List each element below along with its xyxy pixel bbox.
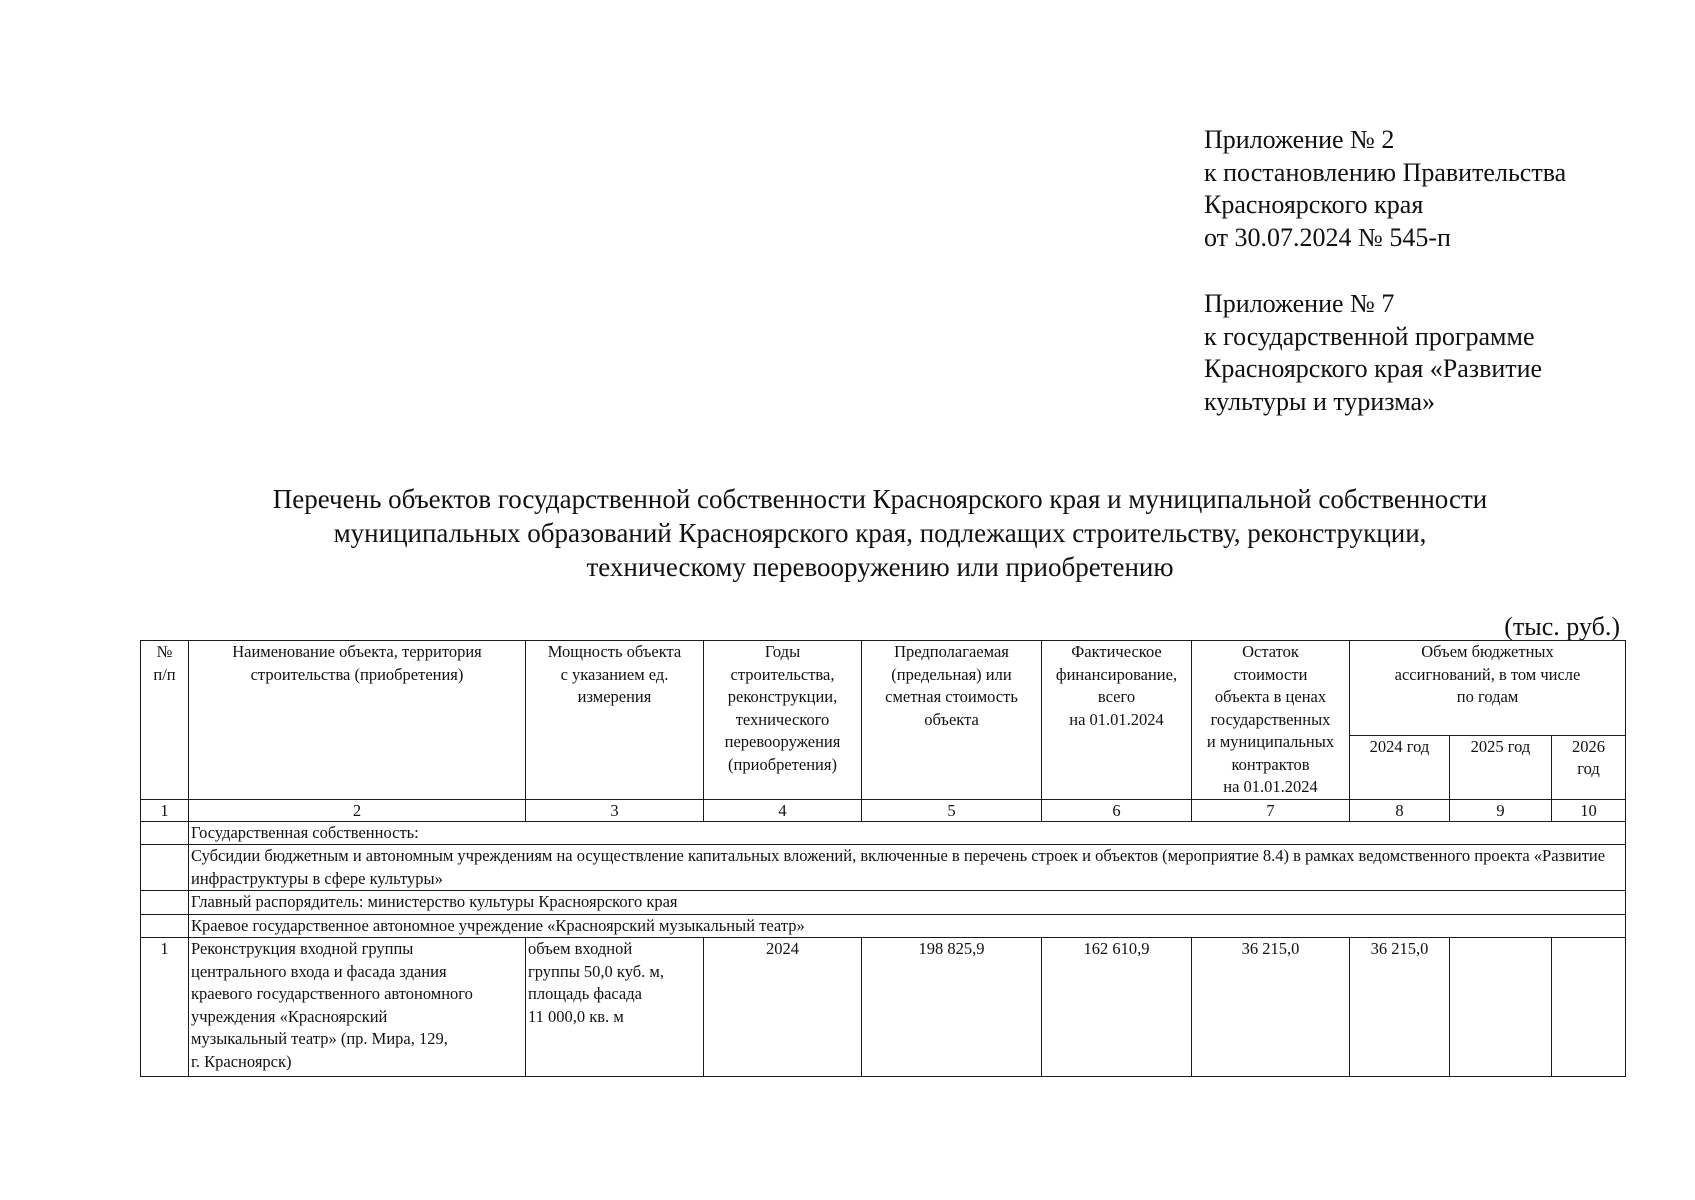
appendix-2-line: Красноярского края (1204, 190, 1424, 219)
column-number: 8 (1350, 799, 1450, 821)
header-text: Наименование объекта, территория (232, 642, 482, 661)
objects-table (140, 640, 1626, 1077)
header-text: стоимости (1233, 664, 1308, 684)
column-number: 6 (1042, 799, 1192, 821)
cell-line: центрального входа и фасада здания (191, 961, 447, 981)
section-row (141, 845, 1626, 891)
appendix-7-header (1204, 288, 1542, 418)
header-text: и муниципальных (1206, 732, 1335, 751)
cell-line: г. Красноярск) (191, 1051, 292, 1071)
column-number: 5 (862, 799, 1042, 821)
header-text: ассигнований, в том числе (1394, 664, 1581, 684)
appendix-7-line: Красноярского края «Развитие (1204, 354, 1543, 383)
header-text: перевооружения (724, 732, 841, 751)
empty-cell (141, 821, 189, 845)
header-text: на 01.01.2024 (1223, 777, 1318, 796)
header-2025: 2025 год (1450, 735, 1552, 799)
header-text: Мощность объекта (547, 642, 682, 661)
section-subsidies: Субсидии бюджетным и автономным учреждениям на осуществление капитальных вложений, включенные в перечень строек и объектов (мероприятие 8.4) в рамках ведомственного проекта «Развитие инфраструктуры в сфере культуры» (189, 845, 1626, 891)
header-text: с указанием ед. (560, 664, 669, 684)
header-capacity (526, 641, 704, 800)
cell-line: музыкальный театр» (пр. Мира, 129, (191, 1029, 448, 1048)
row-actual-financing: 162 610,9 (1042, 938, 1192, 1077)
empty-cell (141, 891, 189, 915)
header-text: объекта в ценах (1214, 687, 1327, 706)
document-title (140, 482, 1620, 584)
header-budget-group (1350, 641, 1626, 736)
header-text: строительства (приобретения) (250, 664, 464, 684)
column-number: 9 (1450, 799, 1552, 821)
header-text: всего (1097, 687, 1136, 706)
empty-cell (141, 845, 189, 891)
header-text: (приобретения) (728, 754, 837, 774)
header-name (189, 641, 526, 800)
empty-cell (141, 914, 189, 938)
header-text: строительства, (730, 664, 835, 684)
header-text: технического (735, 709, 830, 729)
header-text: год (1577, 759, 1600, 779)
header-2026 (1552, 735, 1626, 799)
cell-line: группы 50,0 куб. м, (528, 961, 664, 981)
column-number: 2 (189, 799, 526, 821)
row-years: 2024 (704, 938, 862, 1077)
header-text: сметная стоимость (885, 687, 1018, 706)
row-num: 1 (141, 938, 189, 1077)
header-text: Фактическое (1071, 642, 1162, 661)
header-text: реконструкции, (727, 687, 838, 706)
row-object-name (189, 938, 526, 1077)
cell-line: учреждения «Красноярский (191, 1006, 388, 1026)
header-text: № (156, 642, 173, 661)
appendix-7-line: культуры и туризма» (1204, 386, 1436, 416)
title-line: техническому перевооружению или приобретению (586, 552, 1174, 582)
row-2025 (1450, 938, 1552, 1077)
header-2024: 2024 год (1350, 735, 1450, 799)
header-text: по годам (1456, 687, 1519, 706)
row-2026 (1552, 938, 1626, 1077)
appendix-2-line: от 30.07.2024 № 545-п (1204, 222, 1451, 252)
section-row (141, 891, 1626, 915)
column-number: 10 (1552, 799, 1626, 821)
column-number-row (141, 799, 1626, 821)
section-state-property: Государственная собственность: (189, 821, 1626, 845)
column-number: 7 (1192, 799, 1350, 821)
table-row (141, 938, 1626, 1077)
title-line: Перечень объектов государственной собственности Красноярского края и муниципальной собственности (272, 484, 1488, 514)
header-text: финансирование, (1055, 664, 1178, 684)
section-institution: Краевое государственное автономное учреждение «Красноярский музыкальный театр» (189, 914, 1626, 938)
header-text: Предполагаемая (894, 642, 1009, 661)
header-text: Остаток (1242, 642, 1299, 661)
header-num (141, 641, 189, 800)
header-years (704, 641, 862, 800)
column-number: 3 (526, 799, 704, 821)
row-capacity (526, 938, 704, 1077)
appendix-2-header (1204, 124, 1566, 254)
header-estimated-cost (862, 641, 1042, 800)
header-text: 2026 (1572, 736, 1606, 756)
header-text: на 01.01.2024 (1069, 709, 1164, 729)
units-label: (тыс. руб.) (1504, 612, 1620, 641)
appendix-7-line: к государственной программе (1204, 321, 1535, 351)
column-number: 4 (704, 799, 862, 821)
section-row (141, 914, 1626, 938)
header-text: измерения (577, 687, 652, 706)
header-actual-financing (1042, 641, 1192, 800)
cell-line: краевого государственного автономного (191, 984, 473, 1003)
header-text: п/п (153, 664, 176, 684)
appendix-2-line: Приложение № 2 (1204, 125, 1395, 154)
cell-line: объем входной (528, 939, 633, 958)
header-text: Объем бюджетных (1421, 642, 1554, 661)
appendix-7-line: Приложение № 7 (1204, 289, 1395, 318)
row-estimated-cost: 198 825,9 (862, 938, 1042, 1077)
header-text: Годы (764, 642, 801, 661)
section-main-manager: Главный распорядитель: министерство культуры Красноярского края (189, 891, 1626, 915)
title-line: муниципальных образований Красноярского края, подлежащих строительству, реконструкции, (333, 518, 1427, 548)
cell-line: 11 000,0 кв. м (528, 1006, 624, 1026)
row-remaining-cost: 36 215,0 (1192, 938, 1350, 1077)
appendix-2-line: к постановлению Правительства (1204, 157, 1567, 187)
header-text: контрактов (1231, 754, 1310, 774)
row-2024: 36 215,0 (1350, 938, 1450, 1077)
cell-line: площадь фасада (528, 984, 642, 1003)
header-text: государственных (1210, 709, 1331, 729)
column-number: 1 (141, 799, 189, 821)
header-text: (предельная) или (891, 664, 1012, 684)
header-text: объекта (924, 709, 979, 729)
cell-line: Реконструкция входной группы (191, 939, 414, 958)
header-row (141, 641, 1626, 736)
section-row (141, 821, 1626, 845)
header-remaining-cost (1192, 641, 1350, 800)
